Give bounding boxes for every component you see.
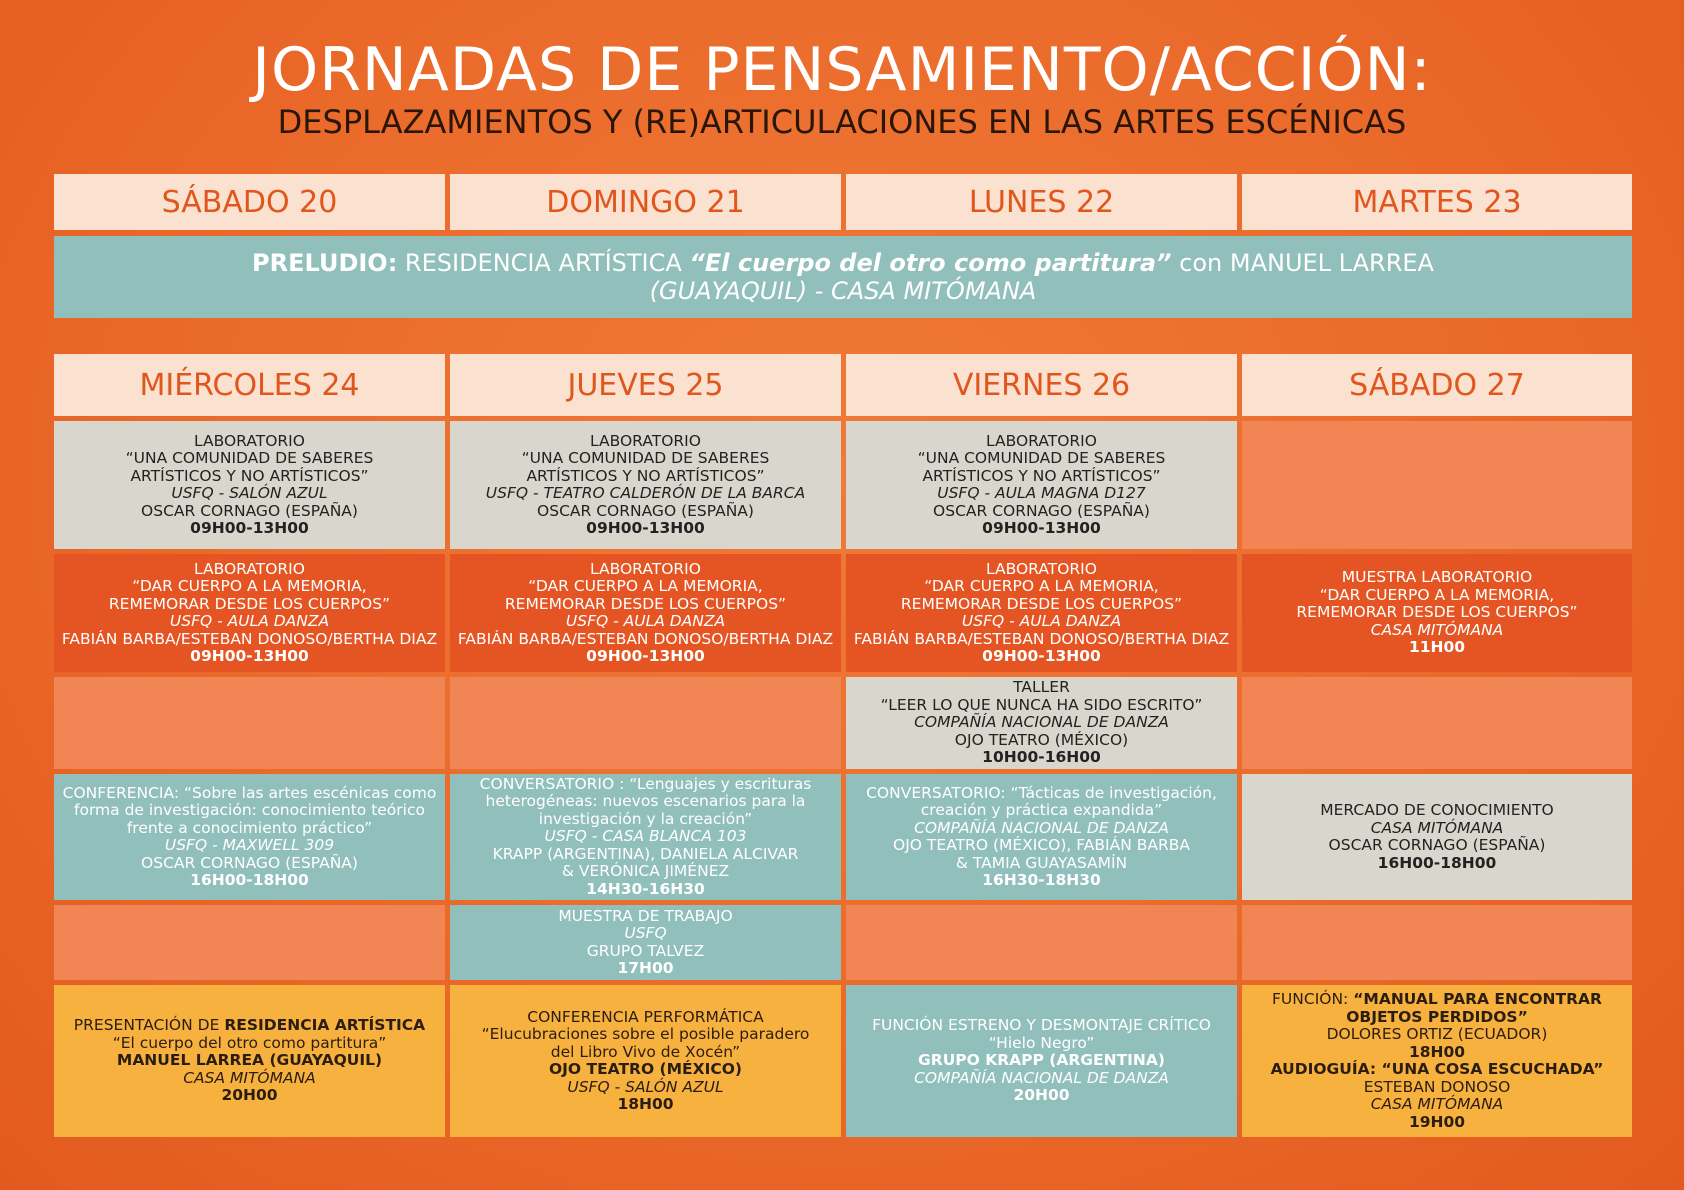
- event-place: COMPAÑÍA NACIONAL DE DANZA: [914, 818, 1169, 837]
- event-title-line: “DAR CUERPO A LA MEMORIA,: [132, 577, 367, 595]
- event-title-line: ARTÍSTICOS Y NO ARTÍSTICOS”: [526, 466, 765, 485]
- day-header-jueves-25: JUEVES 25: [450, 354, 841, 416]
- preludio-text1: RESIDENCIA ARTÍSTICA: [397, 249, 690, 277]
- event-title-line: REMEMORAR DESDE LOS CUERPOS”: [1296, 603, 1578, 622]
- event-title-line: frente a conocimiento práctico”: [126, 818, 373, 837]
- event-title-line: “UNA COMUNIDAD DE SABERES: [521, 449, 770, 467]
- event-person: OSCAR CORNAGO (ESPAÑA): [933, 501, 1150, 520]
- event-time: 18H00: [1408, 1042, 1466, 1061]
- event-time: 20H00: [1013, 1086, 1070, 1105]
- preludio-title: “El cuerpo del otro como partitura”: [689, 249, 1172, 277]
- event-title-line: REMEMORAR DESDE LOS CUERPOS”: [108, 594, 391, 613]
- event-lab-saberes-mie: [54, 421, 445, 549]
- event-place: USFQ - SALÓN AZUL: [171, 484, 328, 502]
- event-place: COMPAÑÍA NACIONAL DE DANZA: [914, 1068, 1169, 1087]
- event-label: PRESENTACIÓN DE: [73, 1016, 225, 1035]
- empty-slot: [1242, 421, 1632, 549]
- event-place: USFQ - TEATRO CALDERÓN DE LA BARCA: [485, 484, 806, 502]
- event-lab-memoria-jue: [450, 554, 841, 672]
- event-person: OSCAR CORNAGO (ESPAÑA): [141, 853, 358, 872]
- event-time: 16H00-18H00: [190, 871, 309, 889]
- event-funcion-manual: [1242, 985, 1632, 1137]
- event-person: DOLORES ORTIZ (ECUADOR): [1326, 1025, 1548, 1043]
- event-lab-saberes-vie: [846, 421, 1237, 549]
- event-lab-memoria-mie: [54, 554, 445, 672]
- event-time: 18H00: [617, 1095, 674, 1113]
- day-header-lunes-22: LUNES 22: [846, 174, 1237, 230]
- event-place: USFQ - AULA DANZA: [565, 612, 726, 630]
- event-title-line: “Elucubraciones sobre el posible paradero: [481, 1025, 810, 1043]
- empty-slot: [54, 905, 445, 980]
- event-type: TALLER: [1013, 678, 1070, 697]
- event-title-line: “Hielo Negro”: [988, 1033, 1095, 1052]
- event-type: LABORATORIO: [590, 431, 701, 450]
- event-time: 09H00-13H00: [190, 519, 309, 537]
- event-type: LABORATORIO: [986, 431, 1097, 450]
- preludio-banner: [54, 236, 1632, 318]
- event-title-line: “Sobre las artes escénicas como: [183, 783, 437, 802]
- event-taller: [846, 677, 1237, 769]
- event-type: FUNCIÓN ESTRENO Y DESMONTAJE CRÍTICO: [872, 1016, 1211, 1035]
- event-time: 16H30-18H30: [982, 871, 1101, 889]
- event-title-line: heterogéneas: nuevos escenarios para la: [485, 792, 806, 811]
- event-place: USFQ - CASA BLANCA 103: [544, 827, 747, 846]
- event-people: FABIÁN BARBA/ESTEBAN DONOSO/BERTHA DIAZ: [853, 629, 1230, 648]
- day-header-sabado-20: SÁBADO 20: [54, 174, 445, 230]
- event-time: 17H00: [617, 959, 674, 977]
- event-place: USFQ - AULA DANZA: [169, 612, 330, 630]
- preludio-text2: con MANUEL LARREA: [1171, 249, 1434, 277]
- empty-slot: [1242, 677, 1632, 769]
- empty-slot: [54, 677, 445, 769]
- event-group: GRUPO KRAPP (ARGENTINA): [918, 1051, 1165, 1070]
- event-title-line: MERCADO DE CONOCIMIENTO: [1320, 801, 1554, 819]
- event-title-line: “El cuerpo del otro como partitura”: [112, 1033, 387, 1052]
- preludio-place: (GUAYAQUIL) - CASA MITÓMANA: [649, 277, 1037, 305]
- event-title-line: ARTÍSTICOS Y NO ARTÍSTICOS”: [922, 466, 1161, 485]
- event-time: 09H00-13H00: [586, 519, 705, 537]
- event-title-line: investigación y la creación”: [538, 809, 753, 828]
- event-type: MUESTRA LABORATORIO: [1341, 568, 1533, 587]
- event-person: OSCAR CORNAGO (ESPAÑA): [537, 501, 754, 520]
- event-title-line: “LEER LO QUE NUNCA HA SIDO ESCRITO”: [880, 695, 1203, 714]
- event-lab-memoria-vie: [846, 554, 1237, 672]
- event-conferencia: [54, 774, 445, 900]
- event-title-line: “DAR CUERPO A LA MEMORIA,: [528, 577, 763, 595]
- event-people: KRAPP (ARGENTINA), DANIELA ALCIVAR: [492, 844, 799, 863]
- event-conferencia-performatica: [450, 985, 841, 1137]
- page-title: JORNADAS DE PENSAMIENTO/ACCIÓN:: [252, 35, 1432, 105]
- event-time: 11H00: [1408, 638, 1466, 657]
- empty-slot: [846, 905, 1237, 980]
- event-time: 16H00-18H00: [1377, 853, 1497, 872]
- empty-slot: [450, 677, 841, 769]
- event-title-line: REMEMORAR DESDE LOS CUERPOS”: [504, 594, 787, 613]
- event-title-line: “DAR CUERPO A LA MEMORIA,: [924, 577, 1159, 595]
- event-place: CASA MITÓMANA: [183, 1068, 316, 1087]
- event-label-bold: RESIDENCIA ARTÍSTICA: [224, 1016, 426, 1035]
- event-type: LABORATORIO: [194, 559, 305, 578]
- event-place: USFQ - AULA MAGNA D127: [937, 484, 1146, 502]
- event-title-line: REMEMORAR DESDE LOS CUERPOS”: [900, 594, 1183, 613]
- event-label: FUNCIÓN:: [1272, 990, 1354, 1008]
- event-place: COMPAÑÍA NACIONAL DE DANZA: [914, 713, 1169, 732]
- event-title-line: “UNA COMUNIDAD DE SABERES: [917, 449, 1166, 467]
- event-person: OSCAR CORNAGO (ESPAÑA): [141, 501, 358, 520]
- event-lab-saberes-jue: [450, 421, 841, 549]
- event-place: USFQ - AULA DANZA: [961, 612, 1122, 630]
- day-header-miercoles-24: MIÉRCOLES 24: [54, 354, 445, 416]
- event-title-line: “DAR CUERPO A LA MEMORIA,: [1319, 585, 1555, 604]
- event-people: & TAMIA GUAYASAMÍN: [955, 853, 1128, 872]
- event-title-line: forma de investigación: conocimiento teórico: [74, 801, 425, 819]
- event-person: ESTEBAN DONOSO: [1363, 1077, 1511, 1096]
- event-muestra-trabajo: [450, 905, 841, 980]
- event-presentacion-residencia: [54, 985, 445, 1137]
- event-conversatorio-lenguajes: [450, 774, 841, 900]
- event-place: USFQ - SALÓN AZUL: [567, 1077, 724, 1096]
- event-label: CONVERSATORIO:: [866, 783, 1011, 802]
- event-people: & VERÓNICA JIMÉNEZ: [561, 862, 730, 881]
- event-mercado: [1242, 774, 1632, 900]
- event-person: OSCAR CORNAGO (ESPAÑA): [1328, 836, 1546, 854]
- event-title-line: “Lenguajes y escrituras: [629, 774, 812, 793]
- empty-slot: [1242, 905, 1632, 980]
- day-header-domingo-21: DOMINGO 21: [450, 174, 841, 230]
- event-people: FABIÁN BARBA/ESTEBAN DONOSO/BERTHA DIAZ: [61, 629, 438, 648]
- event-place: USFQ - MAXWELL 309: [164, 836, 335, 854]
- day-header-sabado-27: SÁBADO 27: [1242, 354, 1632, 416]
- event-title-line: AUDIOGUÍA: “UNA COSA ESCUCHADA”: [1270, 1060, 1604, 1078]
- event-time: 09H00-13H00: [190, 647, 309, 665]
- event-person: MANUEL LARREA (GUAYAQUIL): [116, 1051, 383, 1070]
- preludio-label: PRELUDIO:: [252, 249, 398, 277]
- page-subtitle: DESPLAZAMIENTOS Y (RE)ARTICULACIONES EN LAS ARTES ESCÉNICAS: [277, 103, 1407, 141]
- event-label: CONVERSATORIO :: [479, 774, 630, 793]
- event-type: LABORATORIO: [590, 559, 701, 578]
- event-title-line: MUESTRA DE TRABAJO: [558, 906, 733, 925]
- event-conversatorio-tacticas: [846, 774, 1237, 900]
- event-group: GRUPO TALVEZ: [586, 941, 705, 960]
- event-group: OJO TEATRO (MÉXICO): [548, 1060, 742, 1078]
- event-title-line: “MANUAL PARA ENCONTRAR: [1353, 990, 1602, 1008]
- event-time: 19H00: [1408, 1112, 1466, 1131]
- day-header-martes-23: MARTES 23: [1242, 174, 1632, 230]
- event-title-line: “UNA COMUNIDAD DE SABERES: [125, 449, 374, 467]
- event-time: 20H00: [221, 1086, 278, 1105]
- event-place: CASA MITÓMANA: [1370, 620, 1504, 639]
- event-time: 09H00-13H00: [982, 647, 1101, 665]
- event-type: LABORATORIO: [986, 559, 1097, 578]
- event-funcion-estreno: [846, 985, 1237, 1137]
- event-people: FABIÁN BARBA/ESTEBAN DONOSO/BERTHA DIAZ: [457, 629, 834, 648]
- event-muestra-laboratorio: [1242, 554, 1632, 672]
- event-time: 14H30-16H30: [586, 879, 705, 898]
- event-place: CASA MITÓMANA: [1370, 1095, 1504, 1113]
- event-time: 09H00-13H00: [982, 519, 1101, 537]
- event-title-line: ARTÍSTICOS Y NO ARTÍSTICOS”: [130, 466, 369, 485]
- event-person: OJO TEATRO (MÉXICO): [954, 730, 1129, 749]
- event-title-line: OBJETOS PERDIDOS”: [1346, 1007, 1528, 1026]
- event-title-line: “Tácticas de investigación,: [1010, 783, 1217, 802]
- event-people: OJO TEATRO (MÉXICO), FABIÁN BARBA: [893, 836, 1190, 854]
- event-time: 09H00-13H00: [586, 647, 705, 665]
- event-title-line: creación y práctica expandida”: [920, 801, 1163, 819]
- event-type: CONFERENCIA PERFORMÁTICA: [527, 1007, 764, 1026]
- event-type: LABORATORIO: [194, 431, 305, 450]
- day-header-viernes-26: VIERNES 26: [846, 354, 1237, 416]
- event-place: CASA MITÓMANA: [1370, 818, 1504, 837]
- event-label: CONFERENCIA:: [62, 783, 184, 802]
- event-place: USFQ: [624, 924, 667, 942]
- event-title-line: del Libro Vivo de Xocén”: [550, 1042, 741, 1061]
- event-time: 10H00-16H00: [982, 748, 1101, 767]
